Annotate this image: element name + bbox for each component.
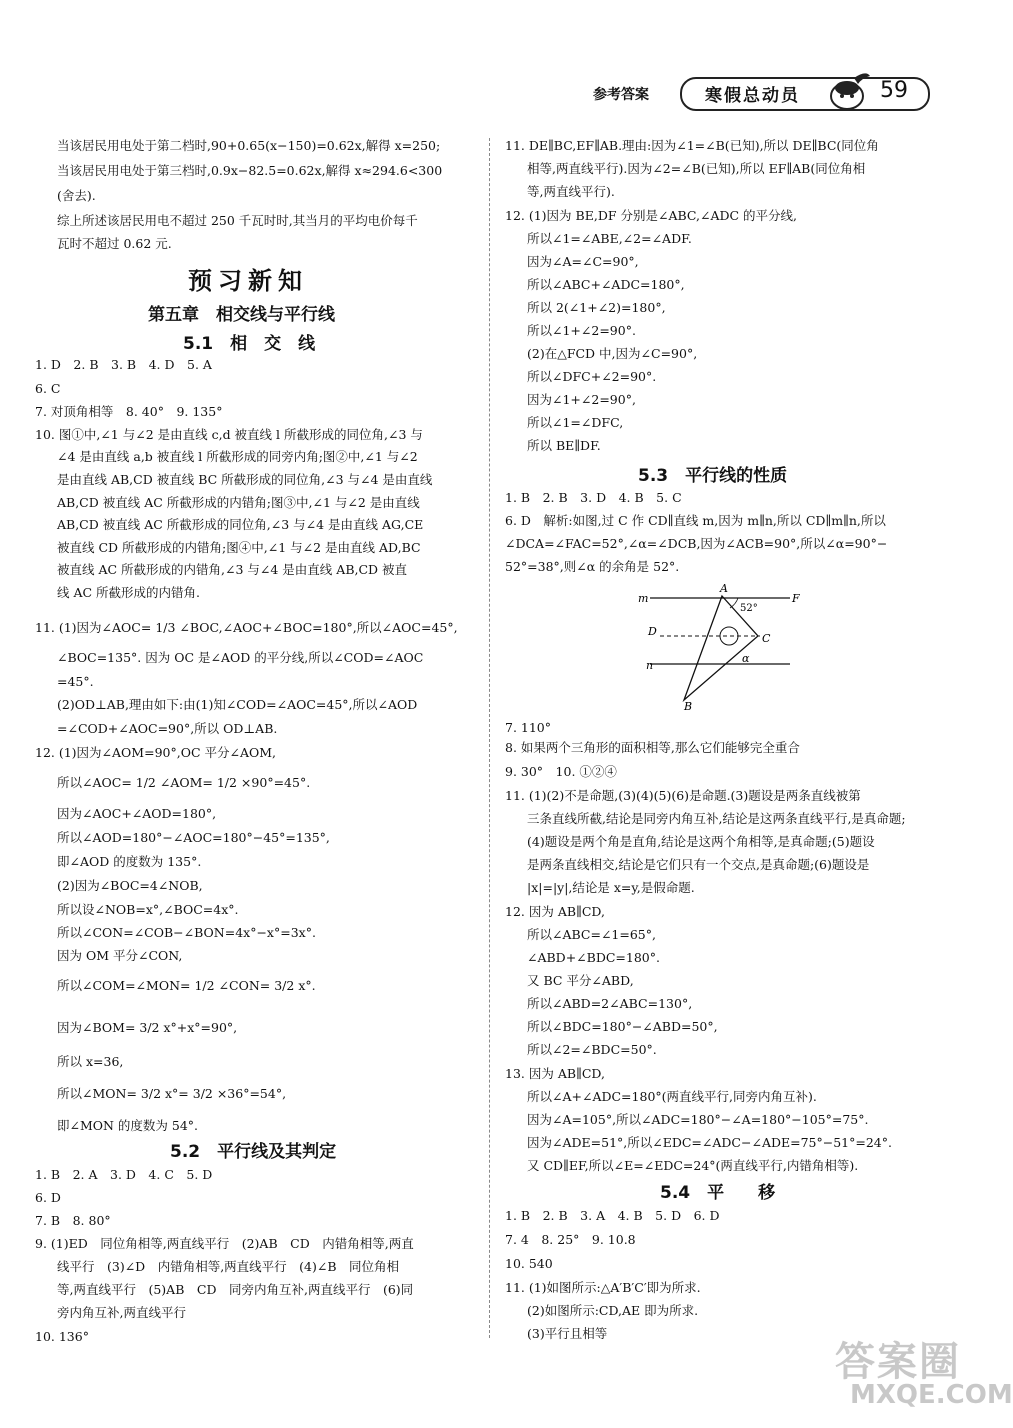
answer-line: 1. B 2. B 3. A 4. B 5. D 6. D [505, 1208, 720, 1223]
answer-line: 三条直线所截,结论是同旁内角互补,结论是这两条直线平行,是真命题; [527, 811, 906, 826]
answer-line: 所以∠2=∠BDC=50°. [527, 1042, 657, 1057]
answer-line: (2)在△FCD 中,因为∠C=90°, [527, 346, 698, 361]
answer-line: 被直线 AC 所截形成的内错角,∠3 与∠4 是由直线 AB,CD 被直 [57, 562, 408, 577]
answer-line: 又 CD∥EF,所以∠E=∠EDC=24°(两直线平行,内错角相等). [527, 1158, 859, 1173]
label-a: A [720, 582, 728, 595]
answer-line: 因为∠1+∠2=90°, [527, 392, 636, 407]
answer-line: 13. 因为 AB∥CD, [505, 1066, 605, 1081]
answer-line: ∠BOC=135°. 因为 OC 是∠AOD 的平分线,所以∠COD=∠AOC [57, 650, 424, 665]
answer-line: 是由直线 AB,CD 被直线 BC 所截形成的同位角,∠3 与∠4 是由直线 [57, 472, 433, 487]
column-divider [489, 138, 490, 1338]
label-f: F [792, 592, 800, 605]
answer-line: 9. 30° 10. ①②④ [505, 764, 617, 779]
answer-line: 10. 136° [35, 1329, 89, 1344]
answer-line: 10. 图①中,∠1 与∠2 是由直线 c,d 被直线 l 所截形成的同位角,∠3 与 [35, 427, 423, 442]
text-line: 综上所述该居民用电不超过 250 千瓦时时,其当月的平均电价每千 [57, 213, 418, 228]
answer-line: 12. (1)因为 BE,DF 分别是∠ABC,∠ADC 的平分线, [505, 208, 798, 223]
answer-line: 等,两直线平行 (5)AB CD 同旁内角互补,两直线平行 (6)同 [57, 1282, 414, 1297]
answer-line: ∠4 是由直线 a,b 被直线 l 所截形成的同旁内角;图②中,∠1 与∠2 [57, 449, 418, 464]
answer-line: 1. B 2. B 3. D 4. B 5. C [505, 490, 682, 505]
label-52deg: 52° [740, 603, 758, 614]
label-d: D [648, 625, 657, 638]
label-b: B [684, 700, 693, 713]
answer-line: 11. (1)如图所示:△A′B′C′即为所求. [505, 1280, 701, 1295]
answer-line: =45°. [57, 674, 94, 689]
answer-line: 因为∠BOM= 3/2 x°+x°=90°, [57, 1020, 238, 1035]
answer-line: 11. (1)(2)不是命题,(3)(4)(5)(6)是命题.(3)题设是两条直线被第 [505, 788, 861, 803]
answer-line: 所以∠A+∠ADC=180°(两直线平行,同旁内角互补). [527, 1089, 817, 1104]
answer-line: 即∠AOD 的度数为 135°. [57, 854, 202, 869]
answer-line: 因为∠A=∠C=90°, [527, 254, 639, 269]
text-line: 当该居民用电处于第三档时,0.9x−82.5=0.62x,解得 x≈294.6<300 [57, 163, 443, 178]
answer-line: 即∠MON 的度数为 54°. [57, 1118, 199, 1133]
answer-line: (2)OD⊥AB,理由如下:由(1)知∠COD=∠AOC=45°,所以∠AOD [57, 697, 418, 712]
answer-line: 1. B 2. A 3. D 4. C 5. D [35, 1167, 213, 1182]
answer-line: |x|=|y|,结论是 x=y,是假命题. [527, 880, 695, 895]
answer-line: 所以∠AOD=180°−∠AOC=180°−45°=135°, [57, 830, 330, 845]
answer-line: 1. D 2. B 3. B 4. D 5. A [35, 357, 212, 372]
answer-line: 所以 x=36, [57, 1054, 124, 1069]
header-label: 参考答案 [593, 87, 649, 103]
answer-line: 所以∠1=∠DFC, [527, 415, 624, 430]
chapter-heading: 第五章 相交线与平行线 [148, 305, 335, 325]
section-title: 5.1 相 交 线 [183, 334, 316, 354]
answer-line: 7. 4 8. 25° 9. 10.8 [505, 1232, 636, 1247]
answer-line: 又 BC 平分∠ABD, [527, 973, 634, 988]
answer-line: 因为∠ADE=51°,所以∠EDC=∠ADC−∠ADE=75°−51°=24°. [527, 1135, 892, 1150]
answer-line: 所以 2(∠1+∠2)=180°, [527, 300, 666, 315]
answer-line: 相等,两直线平行).因为∠2=∠B(已知),所以 EF∥AB(同位角相 [527, 161, 866, 176]
answer-line: 11. (1)因为∠AOC= 1/3 ∠BOC,∠AOC+∠BOC=180°,所以∠AOC=45°, [35, 620, 458, 635]
triangle-hole [720, 627, 738, 645]
text-line: 瓦时不超过 0.62 元. [57, 236, 172, 251]
answer-line: 所以∠MON= 3/2 x°= 3/2 ×36°=54°, [57, 1086, 287, 1101]
section-title: 5.4 平 移 [660, 1183, 776, 1203]
answer-line: 因为∠A=105°,所以∠ADC=180°−∠A=180°−105°=75°. [527, 1112, 869, 1127]
answer-line: 是两条直线相交,结论是它们只有一个交点,是真命题;(6)题设是 [527, 857, 870, 872]
answer-line: 所以∠ABC+∠ADC=180°, [527, 277, 685, 292]
label-n: n [646, 659, 654, 672]
label-c: C [762, 632, 771, 645]
answer-line: 6. C [35, 381, 61, 396]
answer-line: 因为∠AOC+∠AOD=180°, [57, 806, 217, 821]
answer-line: 9. (1)ED 同位角相等,两直线平行 (2)AB CD 内错角相等,两直 [35, 1236, 414, 1251]
answer-line: ∠ABD+∠BDC=180°. [527, 950, 660, 965]
answer-line: 所以∠ABC=∠1=65°, [527, 927, 656, 942]
answer-line: 12. 因为 AB∥CD, [505, 904, 605, 919]
answer-line: 12. (1)因为∠AOM=90°,OC 平分∠AOM, [35, 745, 277, 760]
answer-line: 所以∠BDC=180°−∠ABD=50°, [527, 1019, 718, 1034]
answer-line: 所以∠ABD=2∠ABC=130°, [527, 996, 693, 1011]
page-number: 59 [880, 78, 908, 103]
answer-line: 所以设∠NOB=x°,∠BOC=4x°. [57, 902, 239, 917]
answer-line: 旁内角互补,两直线平行 [57, 1305, 186, 1320]
answer-line: (4)题设是两个角是直角,结论是这两个角相等,是真命题;(5)题设 [527, 834, 875, 849]
text-line: 当该居民用电处于第二档时,90+0.65(x−150)=0.62x,解得 x=250; [57, 138, 441, 153]
answer-line: 7. B 8. 80° [35, 1213, 111, 1228]
answer-line: 52°=38°,则∠α 的余角是 52°. [505, 559, 680, 574]
answer-line: (2)因为∠BOC=4∠NOB, [57, 878, 203, 893]
answer-line: =∠COD+∠AOC=90°,所以 OD⊥AB. [57, 721, 278, 736]
watermark-url: MXQE.COM [850, 1380, 1013, 1410]
answer-line: 所以∠CON=∠COB−∠BON=4x°−x°=3x°. [57, 925, 316, 940]
answer-line: 所以∠1=∠ABE,∠2=∠ADF. [527, 231, 692, 246]
section-title: 5.2 平行线及其判定 [170, 1142, 337, 1162]
answer-line: 11. DE∥BC,EF∥AB.理由:因为∠1=∠B(已知),所以 DE∥BC(同位角 [505, 138, 879, 153]
answer-line: 线平行 (3)∠D 内错角相等,两直线平行 (4)∠B 同位角相 [57, 1259, 400, 1274]
mascot-icon [822, 66, 872, 112]
text-line: (舍去). [57, 188, 96, 203]
answer-line: ∠DCA=∠FAC=52°,∠α=∠DCB,因为∠ACB=90°,所以∠α=90°− [505, 536, 888, 551]
answer-line: (2)如图所示:CD,AE 即为所求. [527, 1303, 699, 1318]
answer-line: 因为 OM 平分∠CON, [57, 948, 183, 963]
section-heading: 预习新知 [188, 267, 308, 295]
answer-line: 所以 BE∥DF. [527, 438, 601, 453]
answer-line: 所以∠DFC+∠2=90°. [527, 369, 657, 384]
answer-line: AB,CD 被直线 AC 所截形成的同位角,∠3 与∠4 是由直线 AG,CE [57, 517, 424, 532]
answer-line: 10. 540 [505, 1256, 553, 1271]
answer-line: 被直线 CD 所截形成的内错角;图④中,∠1 与∠2 是由直线 AD,BC [57, 540, 421, 555]
answer-line: 所以∠AOC= 1/2 ∠AOM= 1/2 ×90°=45°. [57, 775, 311, 790]
answer-line: 7. 110° [505, 720, 552, 735]
answer-line: 6. D [35, 1190, 61, 1205]
answer-line: 所以∠1+∠2=90°. [527, 323, 636, 338]
geometry-figure [640, 582, 820, 712]
answer-line: (3)平行且相等 [527, 1326, 608, 1341]
answer-line: 所以∠COM=∠MON= 1/2 ∠CON= 3/2 x°. [57, 978, 316, 993]
watermark-logo: 答案圈 [835, 1339, 961, 1385]
answer-line: AB,CD 被直线 AC 所截形成的内错角;图③中,∠1 与∠2 是由直线 [57, 495, 420, 510]
label-alpha: α [742, 652, 750, 665]
answer-line: 7. 对顶角相等 8. 40° 9. 135° [35, 404, 223, 419]
label-m: m [638, 592, 649, 605]
header-title: 寒假总动员 [705, 86, 800, 106]
answer-line: 8. 如果两个三角形的面积相等,那么它们能够完全重合 [505, 740, 800, 755]
answer-line: 线 AC 所截形成的内错角. [57, 585, 201, 600]
answer-line: 等,两直线平行). [527, 184, 615, 199]
answer-line: 6. D 解析:如图,过 C 作 CD∥直线 m,因为 m∥n,所以 CD∥m∥n,所以 [505, 513, 886, 528]
section-title: 5.3 平行线的性质 [638, 466, 788, 486]
